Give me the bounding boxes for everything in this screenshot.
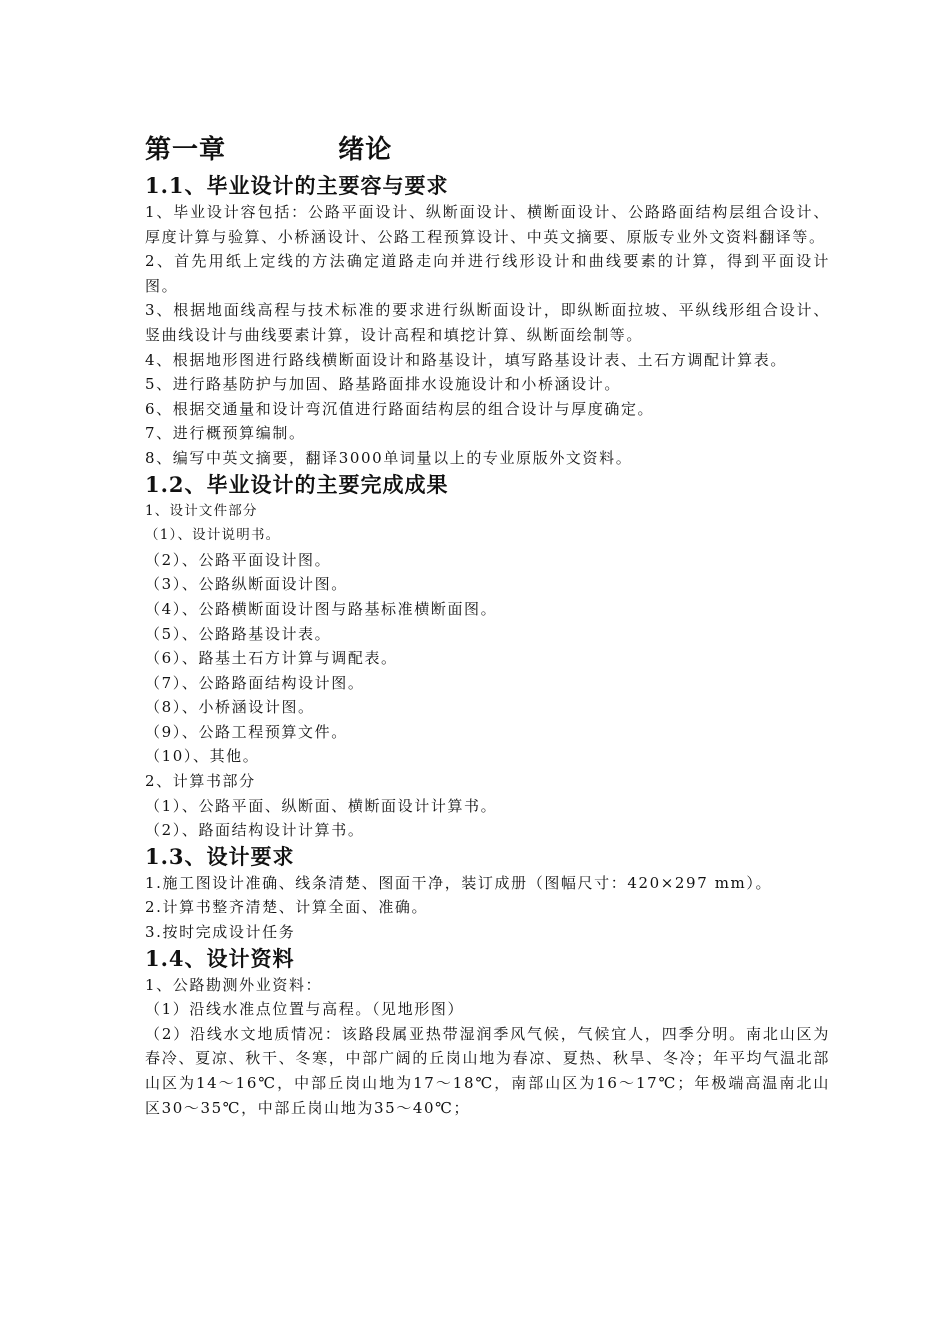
group-title: 1、设计文件部分 bbox=[145, 502, 258, 519]
list-item: （1）、设计说明书。 bbox=[145, 527, 281, 544]
paragraph: （1）沿线水准点位置与高程。（见地形图） bbox=[145, 1000, 465, 1019]
section-heading-1-3: 1.3、设计要求 bbox=[145, 843, 295, 869]
section-heading-1-2: 1.2、毕业设计的主要完成成果 bbox=[145, 471, 449, 497]
list-item: （2）、路面结构设计计算书。 bbox=[145, 821, 365, 840]
paragraph: 1.施工图设计准确、线条清楚、图面干净，装订成册（图幅尺寸：420×297 mm）。 bbox=[145, 873, 773, 892]
paragraph: 2.计算书整齐清楚、计算全面、准确。 bbox=[145, 898, 429, 917]
paragraph: 7、进行概预算编制。 bbox=[145, 424, 306, 443]
paragraph: 8、编写中英文摘要，翻译3000单词量以上的专业原版外文资料。 bbox=[145, 448, 633, 467]
list-item: （3）、公路纵断面设计图。 bbox=[145, 575, 348, 594]
list-item: （5）、公路路基设计表。 bbox=[145, 624, 332, 643]
list-item: （10）、其他。 bbox=[145, 747, 260, 766]
list-item: （9）、公路工程预算文件。 bbox=[145, 722, 348, 741]
paragraph: （2）沿线水文地质情况：该路段属亚热带湿润季风气候，气候宜人，四季分明。南北山区为春冷、夏凉、秋干、冬寒，中部广阔的丘岗山地为春凉、夏热、秋旱、冬冷；年平均气温北部山区为14～16℃，中部丘岗山地为17～18℃，南部山区为16～17℃；年极端高温南北山区30～35℃，中部丘岗山地为35～40℃； bbox=[145, 1024, 830, 1117]
list-item: （6）、路基土石方计算与调配表。 bbox=[145, 649, 398, 668]
section-heading-1-1: 1.1、毕业设计的主要容与要求 bbox=[145, 173, 449, 198]
paragraph: 6、根据交通量和设计弯沉值进行路面结构层的组合设计与厚度确定。 bbox=[145, 399, 655, 418]
paragraph: 1、公路勘测外业资料： bbox=[145, 975, 323, 994]
document-page bbox=[145, 132, 830, 1120]
paragraph: 1、毕业设计容包括：公路平面设计、纵断面设计、横断面设计、公路路面结构层组合设计、厚度计算与验算、小桥涵设计、公路工程预算设计、中英文摘要、原版专业外文资料翻译等。 bbox=[145, 203, 830, 246]
list-item: （1）、公路平面、纵断面、横断面设计计算书。 bbox=[145, 796, 498, 815]
paragraph: 5、进行路基防护与加固、路基路面排水设施设计和小桥涵设计。 bbox=[145, 375, 621, 394]
list-item: （7）、公路路面结构设计图。 bbox=[145, 673, 365, 692]
section-heading-1-4: 1.4、设计资料 bbox=[145, 945, 295, 971]
list-item: （2）、公路平面设计图。 bbox=[145, 550, 332, 569]
paragraph: 3、根据地面线高程与技术标准的要求进行纵断面设计，即纵断面拉坡、平纵线形组合设计、竖曲线设计与曲线要素计算，设计高程和填挖计算、纵断面绘制等。 bbox=[145, 301, 830, 344]
group-title: 2、计算书部分 bbox=[145, 772, 256, 791]
paragraph: 3.按时完成设计任务 bbox=[145, 923, 296, 942]
paragraph: 4、根据地形图进行路线横断面设计和路基设计，填写路基设计表、土石方调配计算表。 bbox=[145, 350, 787, 369]
paragraph: 2、首先用纸上定线的方法确定道路走向并进行线形设计和曲线要素的计算，得到平面设计图。 bbox=[145, 252, 830, 295]
chapter-title: 第一章 绪论 bbox=[145, 135, 393, 165]
list-item: （8）、小桥涵设计图。 bbox=[145, 698, 315, 717]
list-item: （4）、公路横断面设计图与路基标准横断面图。 bbox=[145, 599, 498, 618]
